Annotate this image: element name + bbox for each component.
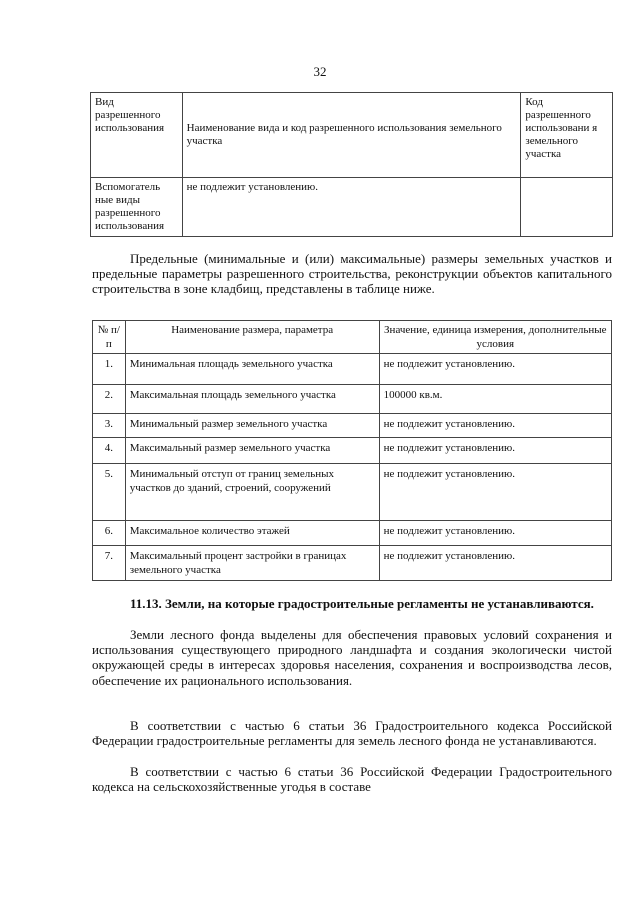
auxiliary-use-code [521, 178, 613, 237]
row-value: 100000 кв.м. [379, 385, 611, 414]
intro-paragraph: Предельные (минимальные и (или) максимальные) размеры земельных участков и предельные параметры разрешенного строительства, реконструкции объектов капитального строительства в зоне кладбищ, представлены в таблице ниже. [92, 251, 612, 297]
row-parameter: Максимальный процент застройки в границах земельного участка [125, 546, 379, 581]
code-reference-paragraph: В соответствии с частью 6 статьи 36 Градостроительного кодекса Российской Федерации градостроительные регламенты для земель лесного фонда не устанавливаются. [92, 718, 612, 749]
row-value: не подлежит установлению. [379, 414, 611, 438]
row-parameter: Минимальная площадь земельного участка [125, 354, 379, 385]
table-row [93, 464, 612, 521]
page-number: 32 [313, 64, 327, 79]
table-row [93, 438, 612, 464]
table-row [91, 178, 613, 237]
table-row [93, 546, 612, 581]
table-row [93, 385, 612, 414]
row-number: 3. [93, 414, 126, 438]
row-number: 2. [93, 385, 126, 414]
table-row [93, 414, 612, 438]
table-row [93, 354, 612, 385]
row-number: 6. [93, 521, 126, 546]
agricultural-lands-paragraph: В соответствии с частью 6 статьи 36 Российской Федерации Градостроительного кодекса на сельскохозяйственные угодья в составе [92, 764, 612, 795]
table-header-row [91, 93, 613, 178]
row-value: не подлежит установлению. [379, 354, 611, 385]
row-value: не подлежит установлению. [379, 521, 611, 546]
table-row [93, 521, 612, 546]
row-value: не подлежит установлению. [379, 464, 611, 521]
row-value: не подлежит установлению. [379, 438, 611, 464]
header-use-code: Код разрешенного использовани я земельного участка [521, 93, 613, 178]
row-parameter: Максимальный размер земельного участка [125, 438, 379, 464]
header-use-type: Вид разрешенного использования [91, 93, 183, 178]
row-value: не подлежит установлению. [379, 546, 611, 581]
table-header-row [93, 321, 612, 354]
header-parameter-value: Значение, единица измерения, дополнительные условия [379, 321, 611, 354]
permitted-use-table [90, 92, 613, 237]
row-parameter: Минимальный размер земельного участка [125, 414, 379, 438]
row-parameter: Минимальный отступ от границ земельных участков до зданий, строений, сооружений [125, 464, 379, 521]
forest-lands-paragraph: Земли лесного фонда выделены для обеспечения правовых условий сохранения и использования существующего природного ландшафта и создания экологически чистой окружающей среды в интересах здоровья населения, сохранения и воспроизводства лесов, обеспечение их рационального использования. [92, 627, 612, 688]
auxiliary-use-value: не подлежит установлению. [182, 178, 521, 237]
parameters-table [92, 320, 612, 581]
auxiliary-use-type: Вспомогатель ные виды разрешенного использования [91, 178, 183, 237]
row-parameter: Максимальное количество этажей [125, 521, 379, 546]
row-parameter: Максимальная площадь земельного участка [125, 385, 379, 414]
header-use-name: Наименование вида и код разрешенного использования земельного участка [182, 93, 521, 178]
header-number: № п/п [93, 321, 126, 354]
row-number: 1. [93, 354, 126, 385]
header-parameter-name: Наименование размера, параметра [125, 321, 379, 354]
section-heading: 11.13. Земли, на которые градостроительные регламенты не устанавливаются. [130, 596, 594, 611]
row-number: 7. [93, 546, 126, 581]
row-number: 4. [93, 438, 126, 464]
row-number: 5. [93, 464, 126, 521]
